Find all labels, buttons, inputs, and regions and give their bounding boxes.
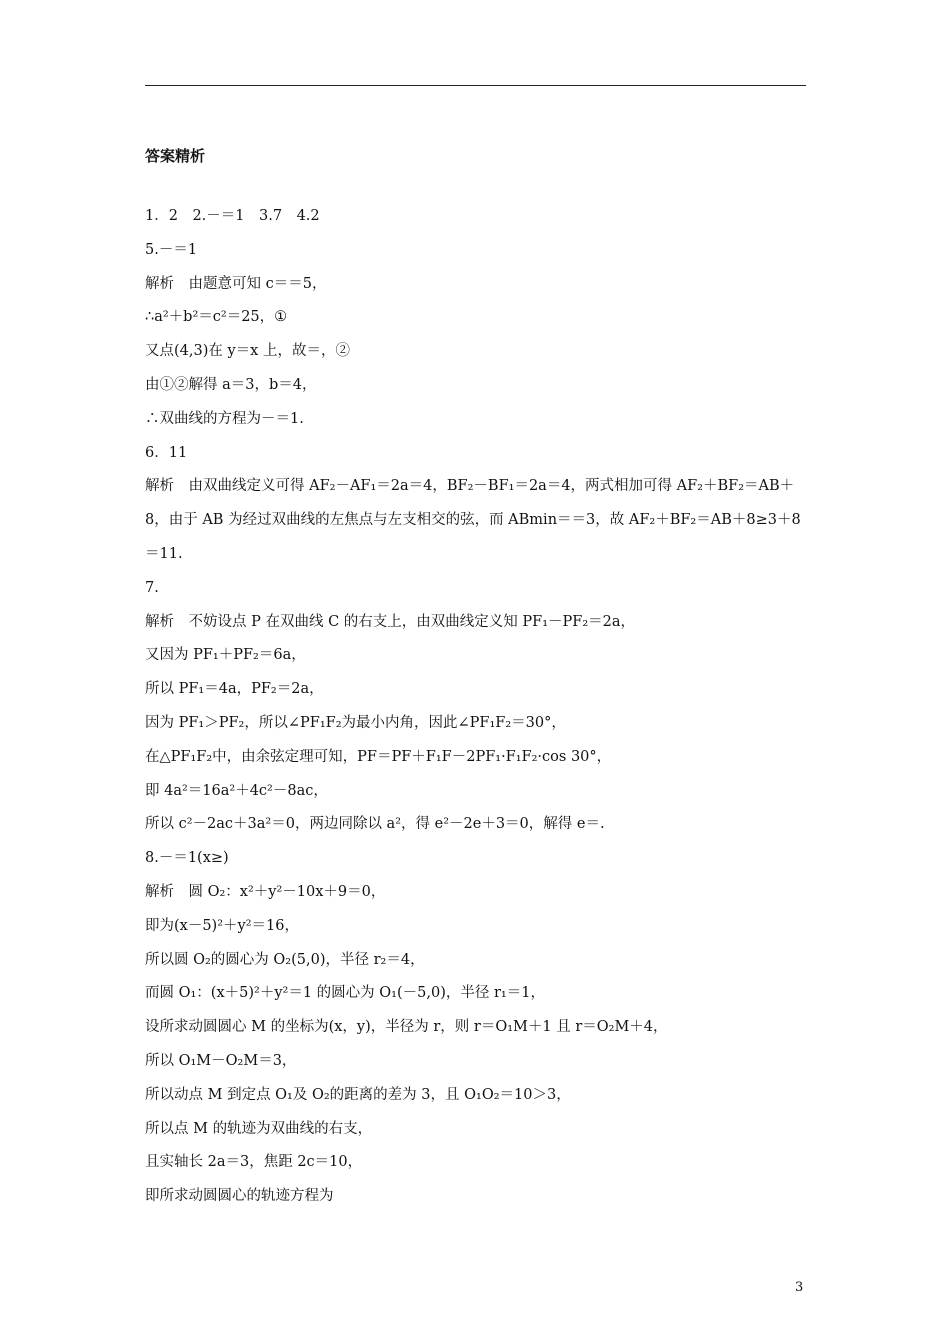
text-line: 即所求动圆圆心的轨迹方程为 (145, 1188, 334, 1205)
text-line: 又点(4,3)在 y＝x 上，故＝，② (145, 343, 350, 360)
text-line: 设所求动圆圆心 M 的坐标为(x，y)，半径为 r，则 r＝O₁M＋1 且 r＝O₂M＋4， (145, 1019, 668, 1036)
text-line: 5.－＝1 (145, 241, 198, 258)
text-line: ∴双曲线的方程为－＝1. (145, 410, 304, 427)
header-rule (145, 85, 806, 86)
text-line: 因为 PF₁＞PF₂，所以∠PF₁F₂为最小内角，因此∠PF₁F₂＝30°， (145, 714, 566, 731)
text-line: 1．2 2.－＝1 3.7 4.2 (145, 208, 320, 224)
text-line: ＝11. (145, 545, 183, 562)
page-number: 3 (795, 1280, 804, 1295)
text-line: 7. (145, 579, 159, 596)
answer-content (145, 200, 810, 1214)
text-line: 解析 圆 O₂：x²＋y²－10x＋9＝0， (145, 883, 386, 900)
text-line: 且实轴长 2a＝3，焦距 2c＝10， (145, 1154, 363, 1171)
text-line: 在△PF₁F₂中，由余弦定理可知，PF＝PF＋F₁F－2PF₁·F₁F₂·cos 30°， (145, 748, 612, 765)
text-line: 解析 由题意可知 c＝＝5， (145, 275, 327, 292)
text-line: 又因为 PF₁＋PF₂＝6a， (145, 647, 306, 664)
text-line: 即为(x－5)²＋y²＝16， (145, 917, 299, 934)
text-line: 解析 由双曲线定义可得 AF₂－AF₁＝2a＝4，BF₂－BF₁＝2a＝4，两式相加可得 AF₂＋BF₂＝AB＋ (145, 478, 795, 495)
text-line: 由①②解得 a＝3，b＝4， (145, 376, 317, 393)
text-line: 所以点 M 的轨迹为双曲线的右支， (145, 1120, 373, 1137)
text-line: 解析 不妨设点 P 在双曲线 C 的右支上，由双曲线定义知 PF₁－PF₂＝2a， (145, 613, 636, 630)
text-line: 所以 PF₁＝4a，PF₂＝2a， (145, 681, 324, 698)
text-line: 所以 c²－2ac＋3a²＝0，两边同除以 a²，得 e²－2e＋3＝0，解得 e＝. (145, 816, 605, 833)
text-line: 即 4a²＝16a²＋4c²－8ac， (145, 782, 328, 799)
text-line: 所以 O₁M－O₂M＝3， (145, 1052, 297, 1069)
text-line: 6．11 (145, 444, 188, 461)
text-line: 所以圆 O₂的圆心为 O₂(5,0)，半径 r₂＝4， (145, 951, 425, 968)
text-line: ∴a²＋b²＝c²＝25，① (145, 309, 288, 326)
text-line: 8.－＝1(x≥) (145, 850, 229, 867)
section-title: 答案精析 (145, 147, 206, 165)
text-line: 而圆 O₁：(x＋5)²＋y²＝1 的圆心为 O₁(－5,0)，半径 r₁＝1， (145, 985, 545, 1002)
text-line: 8，由于 AB 为经过双曲线的左焦点与左支相交的弦，而 ABmin＝＝3，故 AF₂＋BF₂＝AB＋8≥3＋8 (145, 512, 801, 529)
text-line: 所以动点 M 到定点 O₁及 O₂的距离的差为 3，且 O₁O₂＝10＞3， (145, 1086, 571, 1103)
